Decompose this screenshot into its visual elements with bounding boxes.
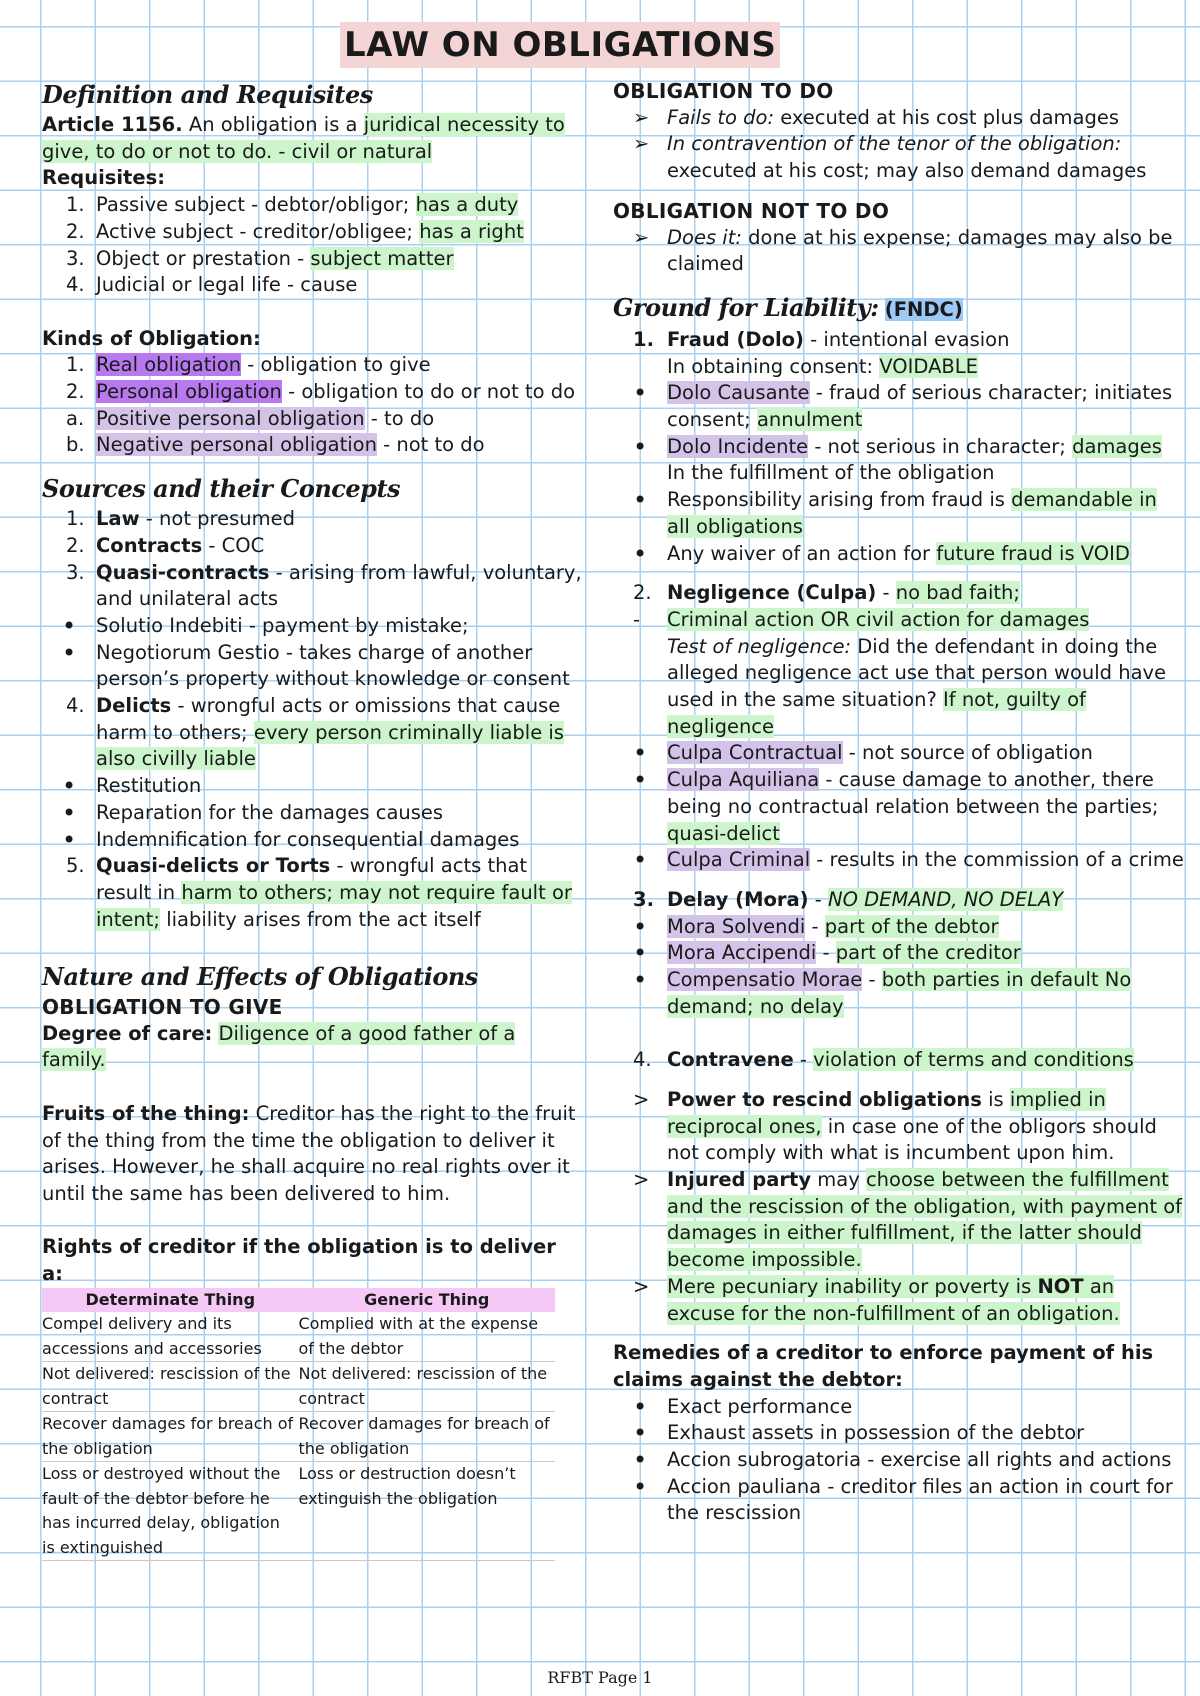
table-cell: Not delivered: rescission of the contract: [42, 1362, 299, 1412]
heading-sources: Sources and their Concepts: [42, 474, 401, 504]
requisites-label: Requisites:: [42, 166, 166, 190]
ground-contravene: 4. Contravene - violation of terms and conditions: [633, 1048, 1134, 1072]
bullet-item: • Solutio Indebiti - payment by mistake;: [42, 613, 582, 640]
fraud-bullet: • Dolo Causante - fraud of serious character; initiates consent; annulment: [613, 380, 1185, 433]
rights-table: [42, 1288, 555, 1562]
left-column: [42, 78, 582, 1561]
negligence-dash: - Criminal action OR civil action for damages: [613, 607, 1185, 634]
requisite-item: 1. Passive subject - debtor/obligor; has a duty: [66, 193, 519, 217]
pecuniary-inability: > Mere pecuniary inability or poverty is NOT an excuse for the non-fulfillment of an obligation.: [613, 1274, 1185, 1327]
heading-obligation-to-give: OBLIGATION TO GIVE: [42, 995, 283, 1020]
remedies-list: [613, 1394, 1185, 1528]
fraud-bullet: • Responsibility arising from fraud is demandable in all obligations: [613, 487, 1185, 540]
remedy-item: • Exhaust assets in possession of the debtor: [613, 1420, 1185, 1447]
rights-heading: Rights of creditor if the obligation is to deliver a:: [42, 1235, 556, 1286]
delay-bullets: [613, 914, 1185, 1021]
requisites-list: [42, 192, 582, 299]
delay-bullet: • Mora Accipendi - part of the creditor: [613, 940, 1185, 967]
table-row: [42, 1412, 555, 1462]
table-cell: Compel delivery and its accessions and accessories: [42, 1312, 299, 1362]
source-quasi-delicts: 5. Quasi-delicts or Torts - wrongful acts that result in harm to others; may not require fault or intent; liability arises from the act itself: [66, 854, 572, 931]
obligation-item: ➢ Does it: done at his expense; damages may also be claimed: [613, 225, 1185, 278]
heading-nature: Nature and Effects of Obligations: [42, 962, 478, 992]
quasi-contract-bullets: [42, 613, 582, 693]
article-1156: Article 1156. An obligation is a juridical necessity to give, to do or not to do. - civil or natural: [42, 113, 565, 163]
kind-item: b. Negative personal obligation - not to do: [66, 433, 485, 457]
heading-definition: Definition and Requisites: [42, 80, 373, 109]
ground-heading: Ground for Liability: (FNDC): [613, 292, 963, 322]
table-header-cell: Generic Thing: [299, 1288, 556, 1313]
requisite-item: 4. Judicial or legal life - cause: [66, 273, 358, 297]
ground-negligence: 2. Negligence (Culpa) - no bad faith;: [633, 581, 1020, 605]
table-header-cell: Determinate Thing: [42, 1288, 299, 1313]
kinds-label: Kinds of Obligation:: [42, 326, 261, 350]
table-cell: Recover damages for breach of the obligation: [299, 1412, 556, 1462]
delay-bullet: • Compensatio Morae - both parties in default No demand; no delay: [613, 967, 1185, 1020]
delay-bullet: • Mora Solvendi - part of the debtor: [613, 914, 1185, 941]
remedy-item: • Exact performance: [613, 1394, 1185, 1421]
remedy-item: • Accion subrogatoria - exercise all rights and actions: [613, 1447, 1185, 1474]
bullet-item: • Reparation for the damages causes: [42, 800, 582, 827]
degree-of-care: Degree of care: Diligence of a good father of a family.: [42, 1021, 516, 1072]
table-cell: Recover damages for breach of the obligation: [42, 1412, 299, 1462]
table-cell: Complied with at the expense of the debtor: [299, 1312, 556, 1362]
requisite-item: 2. Active subject - creditor/obligee; has a right: [66, 219, 524, 243]
negligence-bullet: • Culpa Criminal - results in the commission of a crime: [613, 847, 1185, 874]
delict-bullets: [42, 773, 582, 853]
kind-item: 2. Personal obligation - obligation to do or not to do: [66, 380, 576, 404]
negligence-test: Test of negligence: Did the defendant in doing the alleged negligence act use that person would have used in the same situation? If not, guilty of negligence: [667, 634, 1167, 738]
negligence-bullets: [613, 740, 1185, 874]
kind-item: 1. Real obligation - obligation to give: [66, 353, 431, 377]
bullet-item: • Negotiorum Gestio - takes charge of another person’s property without knowledge or consent: [42, 640, 582, 693]
right-column: [613, 78, 1185, 1527]
source-quasi-contracts: 3. Quasi-contracts - arising from lawful, voluntary, and unilateral acts: [66, 560, 582, 611]
todo-list: [613, 105, 1185, 185]
ground-delay: 3. Delay (Mora) - NO DEMAND, NO DELAY: [633, 887, 1064, 911]
fraud-bullet: • Any waiver of an action for future fraud is VOID: [613, 541, 1185, 568]
power-to-rescind: > Power to rescind obligations is implied in reciprocal ones, in case one of the obligors should not comply with what is incumbent upon him.: [613, 1087, 1185, 1167]
page-title: LAW ON OBLIGATIONS: [340, 22, 780, 68]
negligence-bullet: • Culpa Aquiliana - cause damage to another, there being no contractual relation between the parties; quasi-delict: [613, 767, 1185, 847]
fraud-bullets: [613, 380, 1185, 567]
source-law: 1. Law - not presumed: [66, 507, 296, 531]
page-footer: RFBT Page 1: [547, 1668, 653, 1687]
heading-obligation-to-do: OBLIGATION TO DO: [613, 79, 834, 103]
table-cell: Loss or destruction doesn’t extinguish the obligation: [299, 1462, 556, 1561]
table-row: [42, 1362, 555, 1412]
ground-fraud: 1. Fraud (Dolo) - intentional evasion In obtaining consent: VOIDABLE: [633, 327, 1010, 378]
kind-item: a. Positive personal obligation - to do: [66, 406, 435, 430]
requisite-item: 3. Object or prestation - subject matter: [66, 246, 454, 270]
not-todo-list: [613, 225, 1185, 278]
table-cell: Not delivered: rescission of the contract: [299, 1362, 556, 1412]
table-row: [42, 1312, 555, 1362]
fraud-bullet: • Dolo Incidente - not serious in character; damages In the fulfillment of the obligation: [613, 434, 1185, 487]
source-contracts: 2. Contracts - COC: [66, 533, 265, 557]
table-cell: Loss or destroyed without the fault of the debtor before he has incurred delay, obligation is extinguished: [42, 1462, 299, 1561]
negligence-bullet: • Culpa Contractual - not source of obligation: [613, 740, 1185, 767]
kinds-list: [42, 352, 582, 459]
bullet-item: • Indemnification for consequential damages: [42, 827, 582, 854]
table-row: [42, 1462, 555, 1561]
remedy-item: • Accion pauliana - creditor files an action in court for the rescission: [613, 1474, 1185, 1527]
obligation-item: ➢ Fails to do: executed at his cost plus damages: [613, 105, 1185, 132]
obligation-item: ➢ In contravention of the tenor of the obligation: executed at his cost; may also demand damages: [613, 131, 1185, 184]
remedies-heading: Remedies of a creditor to enforce payment of his claims against the debtor:: [613, 1341, 1154, 1391]
bullet-item: • Restitution: [42, 773, 582, 800]
source-delicts: 4. Delicts - wrongful acts or omissions that cause harm to others; every person criminally liable is also civilly liable: [66, 694, 564, 771]
injured-party: > Injured party may choose between the fulfillment and the rescission of the obligation, with payment of damages in either fulfillment, if the latter should become impossible.: [613, 1167, 1185, 1274]
heading-obligation-not-to-do: OBLIGATION NOT TO DO: [613, 198, 890, 223]
fruits-of-thing: Fruits of the thing: Creditor has the right to the fruit of the thing from the time the obligation to deliver it arises. However, he shall acquire no real rights over it until the same has been delivered to him.: [42, 1101, 576, 1205]
